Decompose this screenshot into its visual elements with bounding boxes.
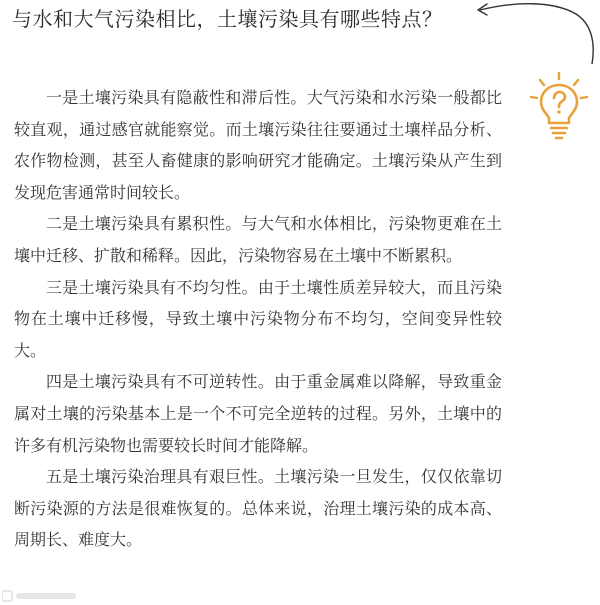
article-body <box>14 82 502 556</box>
paragraph-2: 二是土壤污染具有累积性。与大气和水体相比，污染物更难在土壤中迁移、扩散和稀释。因此，污染物容易在土壤中不断累积。 <box>14 214 502 265</box>
lightbulb-question-icon <box>526 70 592 142</box>
paragraph-5: 五是土壤污染治理具有艰巨性。土壤污染一旦发生，仅仅依靠切断污染源的方法是很难恢复的。总体来说，治理土壤污染的成本高、周期长、难度大。 <box>14 467 502 550</box>
paragraph-4: 四是土壤污染具有不可逆转性。由于重金属难以降解，导致重金属对土壤的污染基本上是一个不可完全逆转的过程。另外，土壤中的许多有机污染物也需要较长时间才能降解。 <box>14 372 502 455</box>
paragraph-1: 一是土壤污染具有隐蔽性和滞后性。大气污染和水污染一般都比较直观，通过感官就能察觉。而土壤污染往往要通过土壤样品分析、农作物检测，甚至人畜健康的影响研究才能确定。土壤污染从产生到发现危害通常时间较长。 <box>14 88 502 202</box>
paragraph-3: 三是土壤污染具有不均匀性。由于土壤性质差异较大，而且污染物在土壤中迁移慢，导致土壤中污染物分布不均匀，空间变异性较大。 <box>14 277 502 360</box>
page-title: 与水和大气污染相比，土壤污染具有哪些特点？ <box>12 7 443 31</box>
watermark-logo <box>2 590 82 602</box>
curved-arrow-icon <box>472 0 600 70</box>
